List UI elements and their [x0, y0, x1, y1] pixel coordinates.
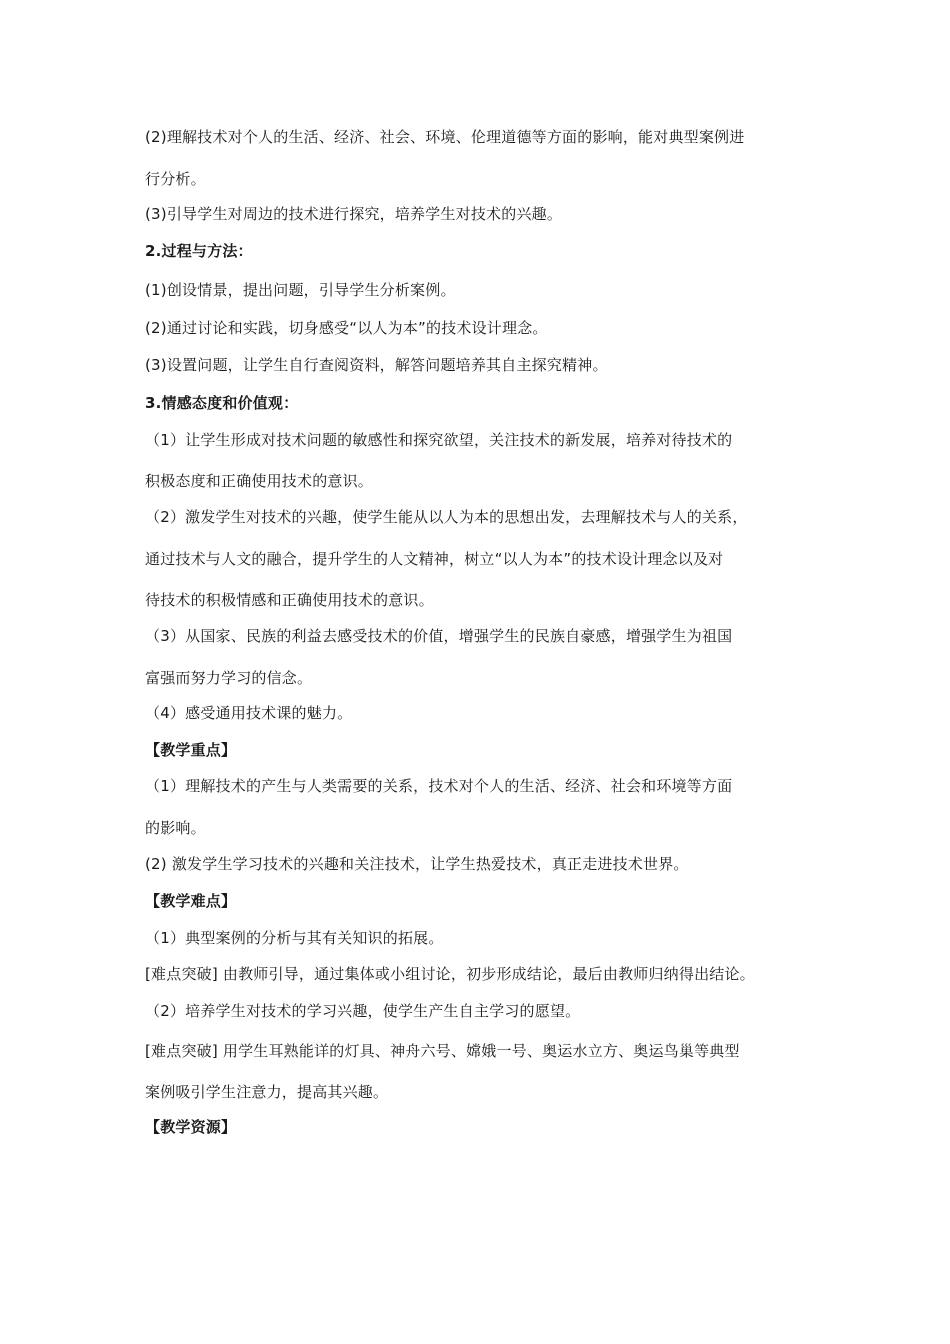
difficulty-breakthrough-2-line-1: [难点突破] 用学生耳熟能详的灯具、神舟六号、嫦娥一号、奥运水立方、奥运鸟巢等典型 [145, 1042, 740, 1060]
objective-3: (3)引导学生对周边的技术进行探究，培养学生对技术的兴趣。 [145, 205, 563, 223]
difficulty-1: （1）典型案例的分析与其有关知识的拓展。 [145, 929, 444, 947]
key-point-1-line-1: （1）理解技术的产生与人类需要的关系，技术对个人的生活、经济、社会和环境等方面 [145, 777, 733, 795]
section-attitude-values-heading: 3.情感态度和价值观： [145, 394, 299, 412]
objective-2-line-2: 行分析。 [145, 170, 206, 188]
attitude-item-2-line-2: 通过技术与人文的融合，提升学生的人文精神，树立“以人为本”的技术设计理念以及对 [145, 550, 724, 568]
attitude-item-2-line-3: 待技术的积极情感和正确使用技术的意识。 [145, 591, 434, 609]
difficulty-2: （2）培养学生对技术的学习兴趣，使学生产生自主学习的愿望。 [145, 1002, 581, 1020]
attitude-item-2-line-1: （2）激发学生对技术的兴趣，使学生能从以人为本的思想出发，去理解技术与人的关系， [145, 508, 748, 526]
attitude-item-1-line-1: （1）让学生形成对技术问题的敏感性和探究欲望，关注技术的新发展，培养对待技术的 [145, 431, 733, 449]
attitude-item-4: （4）感受通用技术课的魅力。 [145, 704, 353, 722]
process-item-3: (3)设置问题，让学生自行查阅资料，解答问题培养其自主探究精神。 [145, 356, 608, 374]
attitude-item-1-line-2: 积极态度和正确使用技术的意识。 [145, 472, 374, 490]
attitude-item-3-line-1: （3）从国家、民族的利益去感受技术的价值，增强学生的民族自豪感，增强学生为祖国 [145, 627, 733, 645]
key-point-2: (2) 激发学生学习技术的兴趣和关注技术，让学生热爱技术，真正走进技术世界。 [145, 855, 689, 873]
attitude-item-3-line-2: 富强而努力学习的信念。 [145, 669, 313, 687]
process-item-2: (2)通过讨论和实践，切身感受“以人为本”的技术设计理念。 [145, 319, 548, 337]
section-resources-heading: 【教学资源】 [145, 1118, 237, 1136]
objective-2-line-1: (2)理解技术对个人的生活、经济、社会、环境、伦理道德等方面的影响，能对典型案例进 [145, 128, 745, 146]
difficulty-breakthrough-1: [难点突破] 由教师引导，通过集体或小组讨论，初步形成结论，最后由教师归纳得出结论。 [145, 965, 755, 983]
difficulty-breakthrough-2-line-2: 案例吸引学生注意力，提高其兴趣。 [145, 1083, 389, 1101]
section-key-points-heading: 【教学重点】 [145, 741, 237, 759]
section-process-method-heading: 2.过程与方法： [145, 242, 253, 260]
key-point-1-line-2: 的影响。 [145, 819, 206, 837]
section-difficulties-heading: 【教学难点】 [145, 892, 237, 910]
process-item-1: (1)创设情景，提出问题，引导学生分析案例。 [145, 281, 456, 299]
